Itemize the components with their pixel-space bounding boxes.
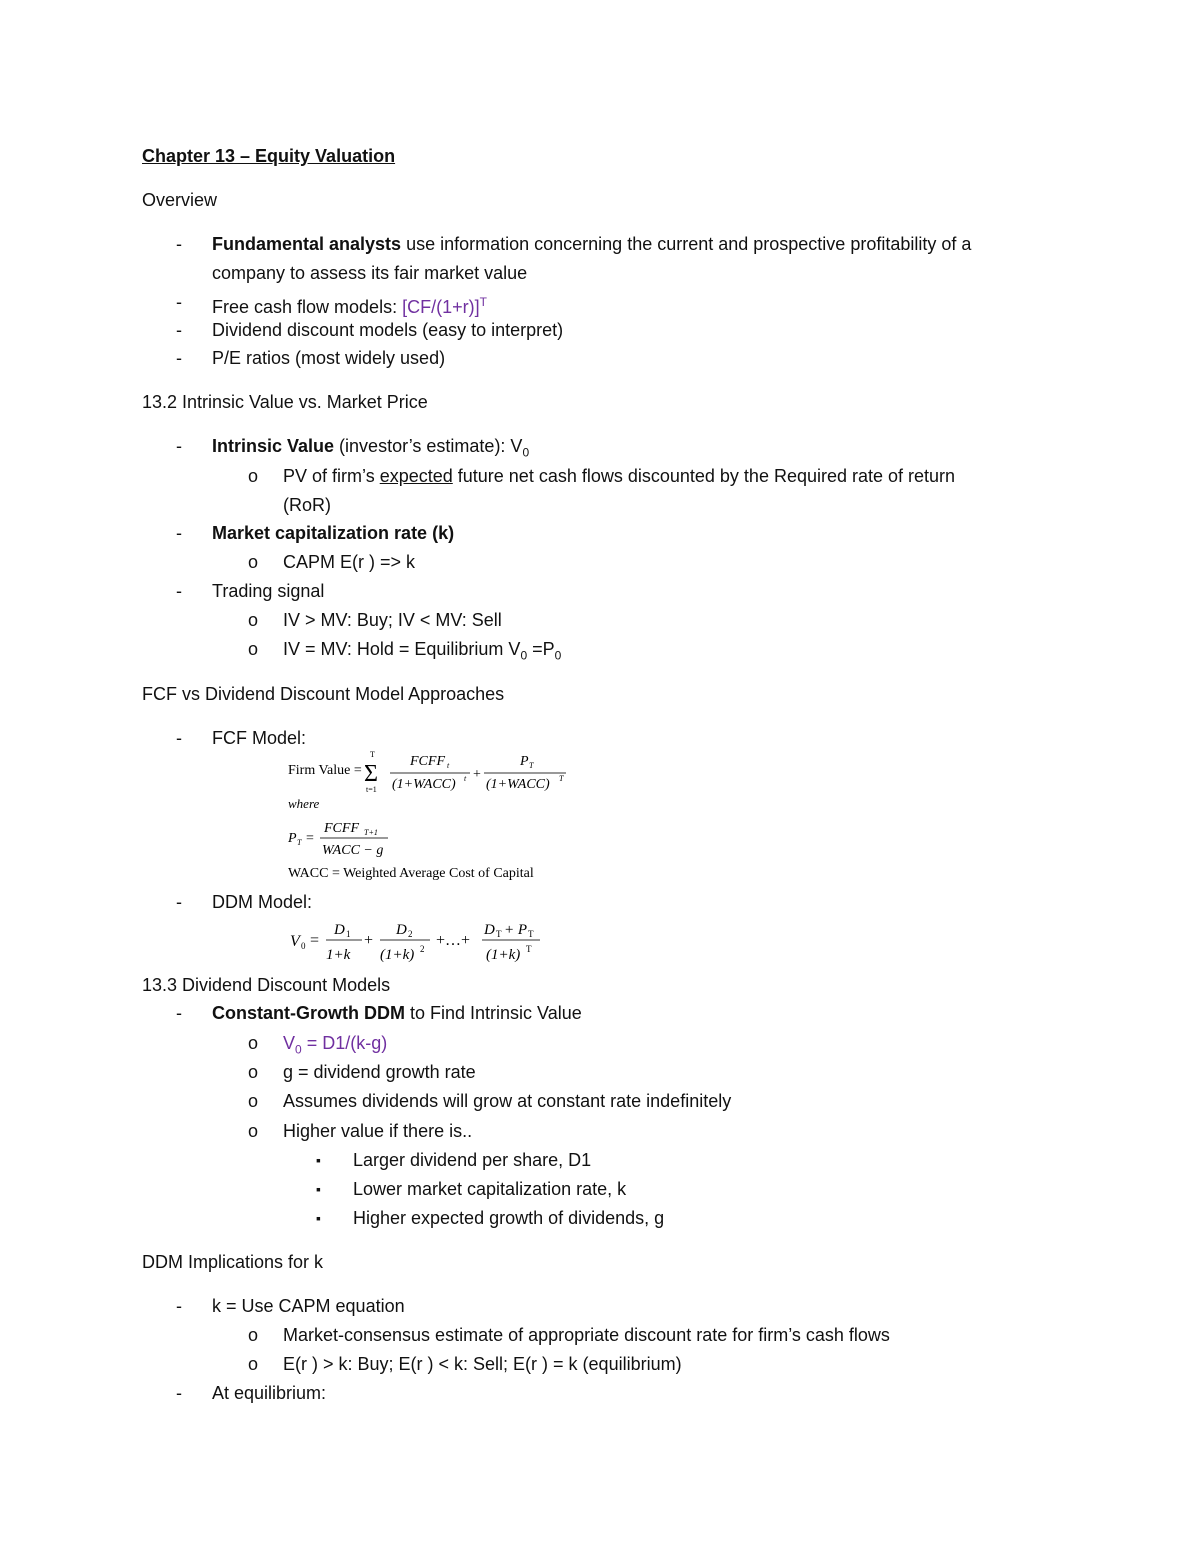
list-item	[212, 232, 971, 256]
circle-bullet: o	[248, 610, 259, 630]
list-item	[212, 1001, 582, 1025]
formula-text: + P	[504, 922, 528, 938]
formula-text: T	[370, 750, 375, 759]
item-text: IV = MV: Hold = Equilibrium V	[283, 639, 521, 659]
subscript: 0	[520, 648, 528, 663]
constant-growth-formula	[283, 1031, 387, 1062]
formula-text: t=1	[366, 785, 377, 794]
circle-bullet: o	[248, 1062, 259, 1082]
formula-text: T+1	[364, 828, 378, 837]
list-item: DDM Model:	[212, 892, 313, 912]
list-item: CAPM E(r ) => k	[283, 552, 416, 572]
dash-bullet: -	[176, 436, 182, 456]
item-text: V	[283, 1033, 296, 1053]
square-bullet: ▪	[316, 1152, 321, 1168]
formula-text: 2	[408, 929, 413, 939]
list-item-continuation: company to assess its fair market value	[212, 263, 528, 283]
list-item: Dividend discount models (easy to interpret)	[212, 320, 564, 340]
list-item: Assumes dividends will grow at constant rate indefinitely	[283, 1091, 732, 1111]
formula-text: D	[396, 922, 407, 938]
circle-bullet: o	[248, 466, 259, 486]
list-item: P/E ratios (most widely used)	[212, 348, 446, 368]
square-bullet: ▪	[316, 1210, 321, 1226]
dash-bullet: -	[176, 581, 182, 601]
list-item: k = Use CAPM equation	[212, 1296, 405, 1316]
formula-text: P	[288, 831, 297, 846]
list-item	[283, 464, 955, 488]
formula-text: 0	[301, 941, 306, 951]
dash-bullet: -	[176, 523, 182, 543]
formula-text: V	[290, 933, 300, 950]
fcf-formula: [CF/(1+r)]	[402, 297, 480, 317]
circle-bullet: o	[248, 1091, 259, 1111]
formula-text: =	[310, 932, 320, 949]
subscript: 0	[522, 445, 530, 460]
list-item: FCF Model:	[212, 728, 307, 748]
dash-bullet: -	[176, 892, 182, 912]
list-item: Larger dividend per share, D1	[353, 1150, 592, 1170]
list-item	[212, 290, 487, 319]
formula-text: +	[473, 767, 481, 782]
formula-text: (1+k)	[486, 947, 521, 963]
dash-bullet: -	[176, 1296, 182, 1316]
list-item: Market capitalization rate (k)	[212, 523, 455, 543]
formula-text: (1+WACC)	[486, 777, 550, 792]
formula-superscript: T	[479, 295, 487, 309]
formula-text: P	[520, 754, 529, 769]
chapter-title: Chapter 13 – Equity Valuation	[142, 146, 396, 166]
subscript: 0	[554, 648, 562, 663]
dash-bullet: -	[176, 1003, 182, 1023]
list-item: Market-consensus estimate of appropriate discount rate for firm’s cash flows	[283, 1325, 890, 1345]
subscript: 0	[295, 1042, 302, 1057]
ddm-model-formula	[288, 914, 578, 968]
dash-bullet: -	[176, 728, 182, 748]
square-bullet: ▪	[316, 1181, 321, 1197]
circle-bullet: o	[248, 1121, 259, 1141]
fcf-model-formula	[284, 748, 574, 884]
item-text: (investor’s estimate): V	[334, 436, 523, 456]
section-heading: 13.2 Intrinsic Value vs. Market Price	[142, 392, 428, 412]
formula-text: (1+WACC)	[392, 777, 456, 792]
formula-text: D	[334, 922, 345, 938]
circle-bullet: o	[248, 1033, 259, 1053]
formula-text: +	[364, 932, 374, 949]
section-heading: 13.3 Dividend Discount Models	[142, 975, 391, 995]
formula-text: +…+	[436, 932, 471, 949]
list-item: Higher value if there is..	[283, 1121, 473, 1141]
formula-text: =	[306, 831, 314, 846]
formula-text: T	[529, 761, 534, 770]
item-text: Free cash flow models:	[212, 297, 403, 317]
formula-text: WACC = Weighted Average Cost of Capital	[288, 866, 534, 881]
item-text: to Find Intrinsic Value	[404, 1003, 582, 1023]
formula-text: T	[496, 929, 502, 939]
bold-term: Constant-Growth DDM	[212, 1003, 405, 1023]
formula-text: FCFF	[410, 754, 445, 769]
dash-bullet: -	[176, 234, 182, 254]
overview-heading: Overview	[142, 190, 218, 210]
item-text: use information concerning the current and prospective profitability of a	[401, 234, 972, 254]
formula-text: t	[447, 761, 450, 770]
formula-text: 1	[346, 929, 351, 939]
item-text: PV of firm’s	[283, 466, 380, 486]
formula-text: WACC − g	[322, 843, 384, 858]
formula-text: (1+k)	[380, 947, 415, 963]
list-item: IV > MV: Buy; IV < MV: Sell	[283, 610, 502, 630]
section-heading: DDM Implications for k	[142, 1252, 324, 1272]
formula-text: where	[288, 796, 320, 811]
sigma-symbol: Σ	[364, 761, 378, 787]
list-item-continuation: (RoR)	[283, 495, 331, 515]
list-item	[212, 434, 529, 465]
item-text: = D1/(k-g)	[301, 1033, 388, 1053]
circle-bullet: o	[248, 1354, 259, 1374]
formula-text: T	[297, 838, 302, 847]
list-item: g = dividend growth rate	[283, 1062, 476, 1082]
formula-text: t	[464, 774, 467, 783]
circle-bullet: o	[248, 1325, 259, 1345]
circle-bullet: o	[248, 552, 259, 572]
dash-bullet: -	[176, 1383, 182, 1403]
item-text: =P	[527, 639, 555, 659]
list-item: Lower market capitalization rate, k	[353, 1179, 627, 1199]
section-heading: FCF vs Dividend Discount Model Approaches	[142, 684, 505, 704]
list-item	[283, 637, 561, 668]
formula-text: D	[484, 922, 495, 938]
dash-bullet: -	[176, 348, 182, 368]
list-item: Trading signal	[212, 581, 325, 601]
formula-text: FCFF	[324, 821, 359, 836]
list-item: At equilibrium:	[212, 1383, 327, 1403]
formula-text: T	[528, 929, 534, 939]
bold-term: Fundamental analysts	[212, 234, 402, 254]
formula-text: T	[526, 944, 532, 954]
item-text: future net cash flows discounted by the Required rate of return	[452, 466, 956, 486]
list-item: Higher expected growth of dividends, g	[353, 1208, 665, 1228]
circle-bullet: o	[248, 639, 259, 659]
formula-text: 1+k	[326, 947, 351, 963]
underlined-word: expected	[379, 466, 453, 486]
formula-text: T	[559, 774, 564, 783]
formula-text: Firm Value =	[288, 763, 362, 778]
formula-text: 2	[420, 944, 425, 954]
bold-term: Intrinsic Value	[212, 436, 335, 456]
list-item: E(r ) > k: Buy; E(r ) < k: Sell; E(r ) = k (equilibrium)	[283, 1354, 682, 1374]
dash-bullet: -	[176, 292, 182, 312]
dash-bullet: -	[176, 320, 182, 340]
